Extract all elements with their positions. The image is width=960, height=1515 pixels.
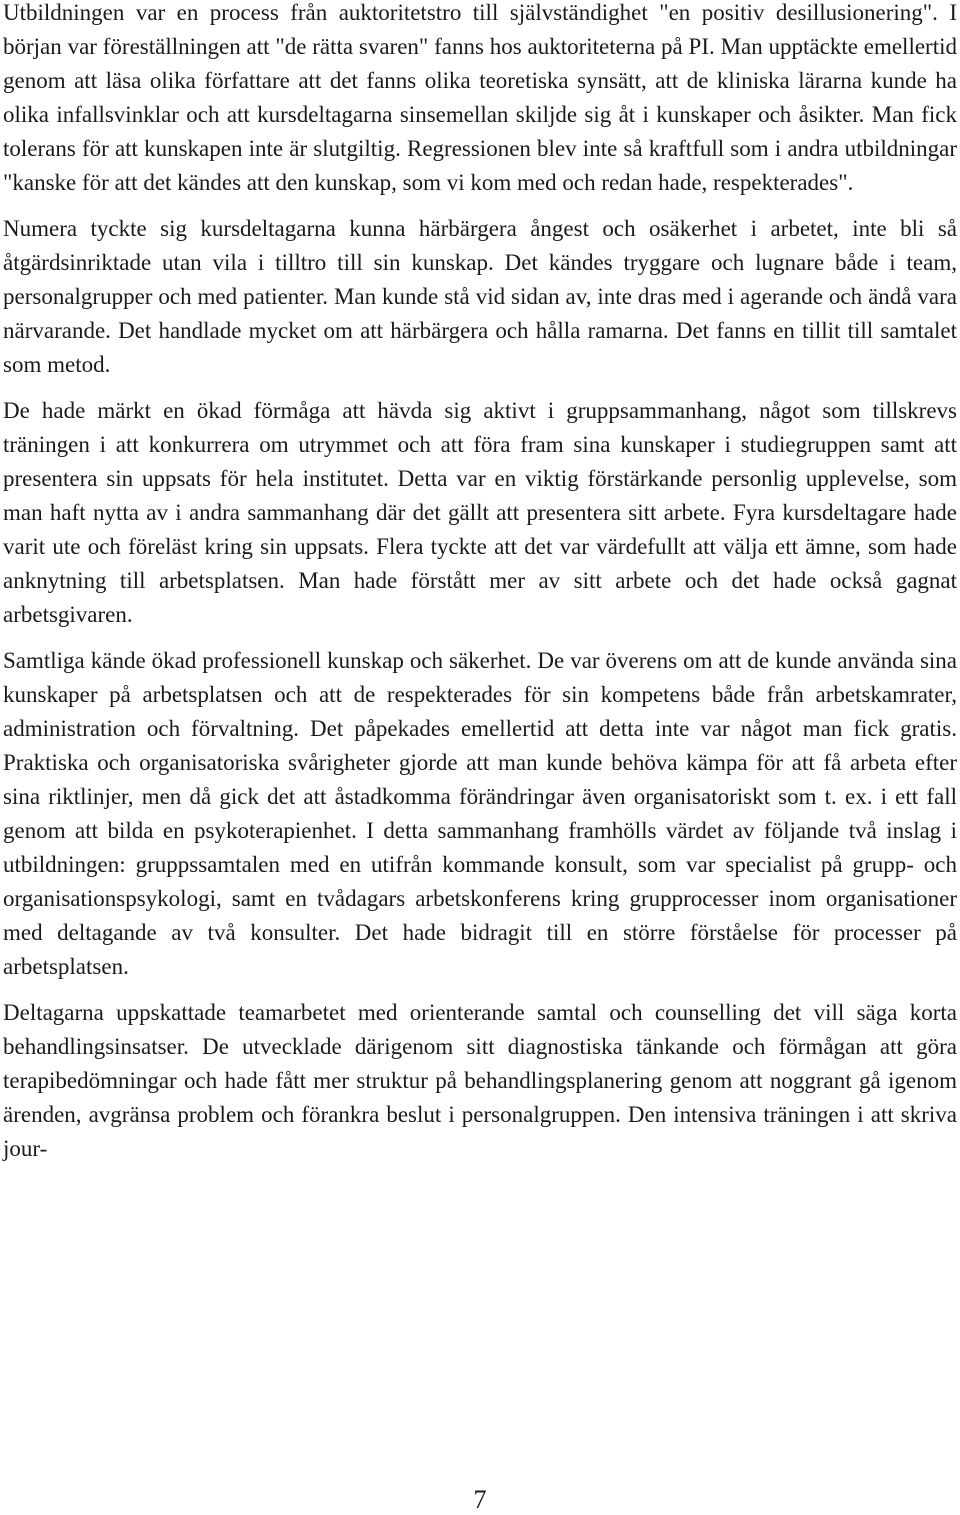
body-text (3, 0, 957, 1166)
paragraph-1: Utbildningen var en process från auktoritetstro till självständighet "en positiv desillusionering". I början var föreställningen att "de rätta svaren" fanns hos auktoriteterna på PI. Man upptäckte emellertid genom att läsa olika författare att det fanns olika teoretiska synsätt, att de kliniska lärarna kunde ha olika infallsvinklar och att kursdeltagarna sinsemellan skiljde sig åt i kunskaper och åsikter. Man fick tolerans för att kunskapen inte är slutgiltig. Regressionen blev inte så kraftfull som i andra utbildningar "kanske för att det kändes att den kunskap, som vi kom med och redan hade, respekterades". (3, 0, 957, 195)
paragraph-4: Samtliga kände ökad professionell kunskap och säkerhet. De var överens om att de kunde använda sina kunskaper på arbetsplatsen och att de respekterades för sin kompetens både från arbetskamrater, administration och förvaltning. Det påpekades emellertid att detta inte var något man fick gratis. Praktiska och organisatoriska svårigheter gjorde att man kunde behöva kämpa för att få arbeta efter sina riktlinjer, men då gick det att åstadkomma förändringar även organisatoriskt som t. ex. i ett fall genom att bilda en psykoterapienhet. I detta sammanhang framhölls värdet av följande två inslag i utbildningen: gruppssamtalen med en utifrån kommande konsult, som var specialist på grupp- och organisationspsykologi, samt en tvådagars arbetskonferens kring grupprocesser inom organisationer med deltagande av två konsulter. Det hade bidragit till en större förståelse för processer på arbetsplatsen. (3, 648, 957, 979)
paragraph-2: Numera tyckte sig kursdeltagarna kunna härbärgera ångest och osäkerhet i arbetet, inte bli så åtgärdsinriktade utan vila i tilltro till sin kunskap. Det kändes tryggare och lugnare både i team, personalgrupper och med patienter. Man kunde stå vid sidan av, inte dras med i agerande och ändå vara närvarande. Det handlade mycket om att härbärgera och hålla ramarna. Det fanns en tillit till samtalet som metod. (3, 216, 957, 377)
paragraph-5: Deltagarna uppskattade teamarbetet med orienterande samtal och counselling det vill säga korta behandlingsinsatser. De utvecklade därigenom sitt diagnostiska tänkande och förmågan att göra terapibedömningar och hade fått mer struktur på behandlingsplanering genom att noggrant gå igenom ärenden, avgränsa problem och förankra beslut i personalgruppen. Den intensiva träningen i att skriva jour- (3, 1000, 957, 1161)
paragraph-3: De hade märkt en ökad förmåga att hävda sig aktivt i gruppsammanhang, något som tillskrevs träningen i att konkurrera om utrymmet och att föra fram sina kunskaper i studiegruppen samt att presentera sin uppsats för hela institutet. Detta var en viktig förstärkande personlig upplevelse, som man haft nytta av i andra sammanhang där det gällt att presentera sitt arbete. Fyra kursdeltagare hade varit ute och föreläst kring sin uppsats. Flera tyckte att det var värdefullt att välja ett ämne, som hade anknytning till arbetsplatsen. Man hade förstått mer av sitt arbete och det hade också gagnat arbetsgivaren. (3, 398, 957, 627)
page-number: 7 (473, 1485, 487, 1514)
